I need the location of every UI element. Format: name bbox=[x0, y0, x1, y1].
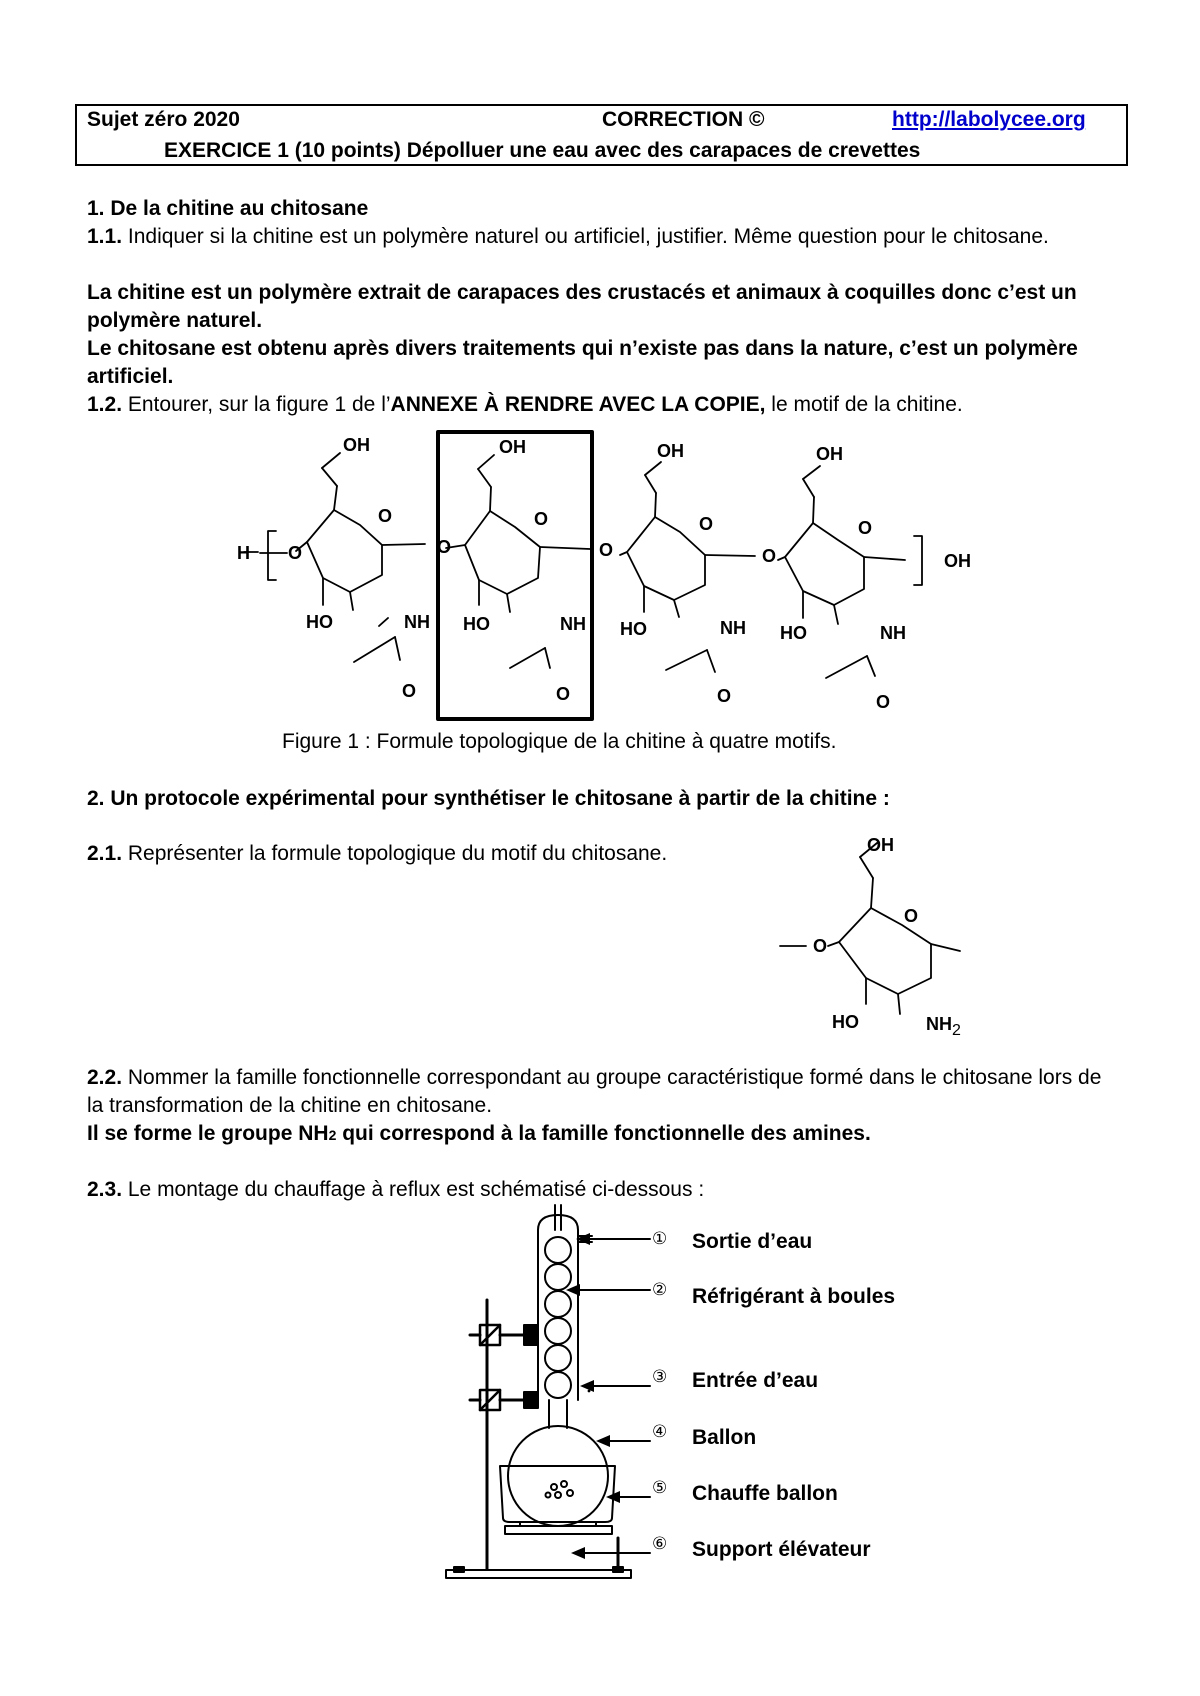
carbonyl-oxygen-label: O bbox=[876, 692, 891, 712]
figure-1-caption: Figure 1 : Formule topologique de la chitine à quatre motifs. bbox=[282, 730, 837, 753]
chitosan-ring-oxygen-label: O bbox=[904, 906, 919, 926]
q11-number: 1.1. bbox=[87, 225, 123, 248]
label-number-5: ⑤ bbox=[652, 1478, 668, 1497]
q12-pre: Entourer, sur la figure 1 de l’ bbox=[127, 393, 391, 416]
exercise-title: EXERCICE 1 (10 points) Dépolluer une eau avec des carapaces de crevettes bbox=[164, 139, 921, 162]
nh-label: NH bbox=[720, 618, 746, 638]
a22-post: qui correspond à la famille fonctionnelle des amines. bbox=[336, 1122, 871, 1145]
label-lab-jack: Support élévateur bbox=[692, 1538, 871, 1561]
carbonyl-oxygen-label: O bbox=[556, 684, 571, 704]
section2-title: 2. Un protocole expérimental pour synthétiser le chitosane à partir de la chitine : bbox=[87, 787, 890, 810]
header-correction: CORRECTION © bbox=[602, 108, 765, 131]
glycosidic-oxygen-label: O bbox=[437, 537, 452, 557]
h-end-label: H bbox=[237, 543, 250, 563]
link-oxygen-label: O bbox=[288, 543, 303, 563]
ho-label: HO bbox=[463, 614, 490, 634]
ring-oxygen-label: O bbox=[699, 514, 714, 534]
answer-1-1-chitosan: Le chitosane est obtenu après divers traitements qui n’existe pas dans la nature, c’est un polymère artificiel. bbox=[87, 337, 1078, 388]
ring-oxygen-label: O bbox=[378, 506, 393, 526]
oh-label: OH bbox=[657, 441, 684, 461]
q22-text: Nommer la famille fonctionnelle correspondant au groupe caractéristique formé dans le chitosane lors de la transformation de la chitine en chitosane. bbox=[87, 1066, 1102, 1117]
a22-sub: 2 bbox=[328, 1127, 337, 1143]
nh-label: NH bbox=[404, 612, 430, 632]
label-flask: Ballon bbox=[692, 1426, 757, 1449]
q12-bold: ANNEXE À RENDRE AVEC LA COPIE, bbox=[390, 393, 766, 416]
ring-oxygen-label: O bbox=[534, 509, 549, 529]
q21-text: Représenter la formule topologique du motif du chitosane. bbox=[127, 842, 668, 865]
ho-label: HO bbox=[620, 619, 647, 639]
q12-post: le motif de la chitine. bbox=[765, 393, 963, 416]
ho-label: HO bbox=[780, 623, 807, 643]
q22-number: 2.2. bbox=[87, 1066, 123, 1089]
chitosan-nh2-label: NH2 bbox=[926, 1014, 961, 1039]
chitosan-oh-label: OH bbox=[867, 835, 894, 855]
label-number-2: ② bbox=[652, 1280, 668, 1299]
label-water-inlet: Entrée d’eau bbox=[692, 1369, 819, 1392]
label-number-1: ① bbox=[652, 1229, 668, 1248]
label-water-outlet: Sortie d’eau bbox=[692, 1230, 813, 1253]
glycosidic-oxygen-label: O bbox=[599, 540, 614, 560]
label-number-6: ⑥ bbox=[652, 1534, 668, 1553]
answer-1-1-chitin: La chitine est un polymère extrait de carapaces des crustacés et animaux à coquilles donc c’est un polymère naturel. bbox=[87, 281, 1077, 332]
header-subject: Sujet zéro 2020 bbox=[87, 108, 240, 131]
ring-oxygen-label: O bbox=[858, 518, 873, 538]
ho-label: HO bbox=[306, 612, 333, 632]
q23-number: 2.3. bbox=[87, 1178, 123, 1201]
section1-title: 1. De la chitine au chitosane bbox=[87, 197, 369, 220]
oh-label: OH bbox=[816, 444, 843, 464]
chitosan-ho-label: HO bbox=[832, 1012, 859, 1032]
header-link[interactable]: http://labolycee.org bbox=[892, 108, 1086, 131]
carbonyl-oxygen-label: O bbox=[717, 686, 732, 706]
chitosan-link-oxygen-label: O bbox=[813, 936, 828, 956]
label-number-3: ③ bbox=[652, 1367, 668, 1386]
q12-number: 1.2. bbox=[87, 393, 123, 416]
a22-pre: Il se forme le groupe NH bbox=[87, 1122, 329, 1145]
glycosidic-oxygen-label: O bbox=[762, 546, 777, 566]
nh-label: NH bbox=[880, 623, 906, 643]
carbonyl-oxygen-label: O bbox=[402, 681, 417, 701]
label-condenser: Réfrigérant à boules bbox=[692, 1285, 896, 1308]
oh-label: OH bbox=[343, 435, 370, 455]
q11-text: Indiquer si la chitine est un polymère naturel ou artificiel, justifier. Même question pour le chitosane. bbox=[127, 225, 1049, 248]
oh-end-label: OH bbox=[944, 551, 971, 571]
q23-text: Le montage du chauffage à reflux est schématisé ci-dessous : bbox=[127, 1178, 705, 1201]
label-heater: Chauffe ballon bbox=[692, 1482, 838, 1505]
oh-label: OH bbox=[499, 437, 526, 457]
q21-number: 2.1. bbox=[87, 842, 123, 865]
label-number-4: ④ bbox=[652, 1422, 668, 1441]
nh-label: NH bbox=[560, 614, 586, 634]
